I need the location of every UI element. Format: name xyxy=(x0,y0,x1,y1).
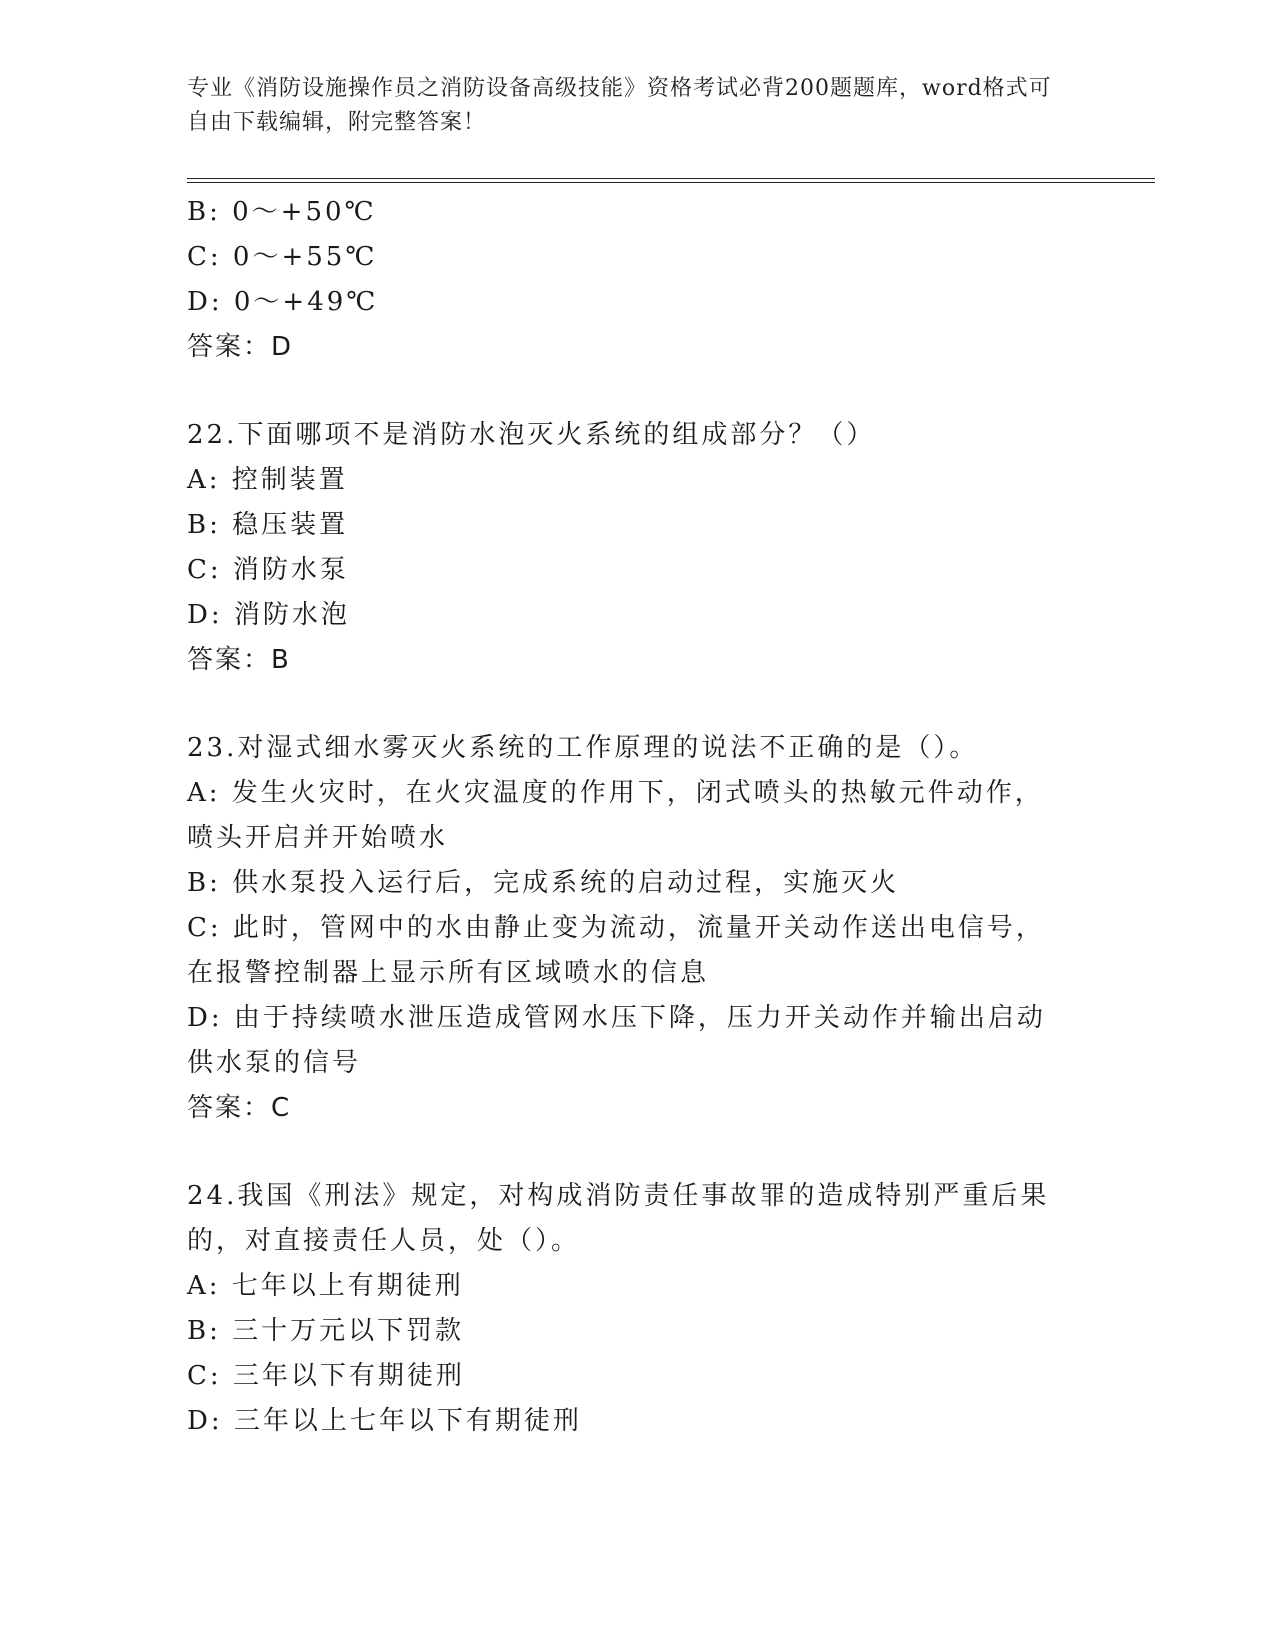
option-b: B: 供水泵投入运行后，完成系统的启动过程，实施灭火 xyxy=(187,868,900,898)
header-rule-top xyxy=(187,178,1155,179)
option-d: D: 消防水泡 xyxy=(187,600,350,630)
option-a: A: 发生火灾时，在火灾温度的作用下，闭式喷头的热敏元件动作，喷头开启并开始喷水 xyxy=(187,778,1044,853)
question-stem: 23.对湿式细水雾灭火系统的工作原理的说法不正确的是（）。 xyxy=(187,733,979,763)
question-stem: 24.我国《刑法》规定，对构成消防责任事故罪的造成特别严重后果的，对直接责任人员，处（）。 xyxy=(187,1181,1050,1256)
answer-line: 答案：C xyxy=(187,1093,292,1123)
option-a: A: 控制装置 xyxy=(187,465,348,495)
option-b: B: 三十万元以下罚款 xyxy=(187,1316,465,1346)
question-22 xyxy=(187,413,1067,683)
option-c: C: 消防水泵 xyxy=(187,555,349,585)
question-stem: 22.下面哪项不是消防水泡灭火系统的组成部分？（） xyxy=(187,420,876,450)
header-rule-bottom xyxy=(187,182,1155,183)
spacer xyxy=(187,370,1067,413)
question-content xyxy=(187,190,1067,1444)
question-23 xyxy=(187,726,1067,1131)
option-c: C: 0～+55℃ xyxy=(187,242,378,272)
spacer xyxy=(187,1131,1067,1174)
document-header: 专业《消防设施操作员之消防设备高级技能》资格考试必背200题题库，word格式可自由下载编辑，附完整答案！ xyxy=(187,76,1052,135)
question-21-tail xyxy=(187,190,1067,370)
option-d: D: 三年以上七年以下有期徒刑 xyxy=(187,1406,582,1436)
option-b: B: 稳压装置 xyxy=(187,510,349,540)
option-d: D: 0～+49℃ xyxy=(187,287,379,317)
question-24 xyxy=(187,1174,1067,1444)
option-c: C: 此时，管网中的水由静止变为流动，流量开关动作送出电信号，在报警控制器上显示所有区域喷水的信息 xyxy=(187,913,1045,988)
answer-line: 答案：B xyxy=(187,645,291,675)
option-d: D: 由于持续喷水泄压造成管网水压下降，压力开关动作并输出启动供水泵的信号 xyxy=(187,1003,1046,1078)
option-c: C: 三年以下有期徒刑 xyxy=(187,1361,465,1391)
option-b: B: 0～+50℃ xyxy=(187,197,377,227)
spacer xyxy=(187,683,1067,726)
option-a: A: 七年以上有期徒刑 xyxy=(187,1271,464,1301)
answer-line: 答案：D xyxy=(187,332,294,362)
